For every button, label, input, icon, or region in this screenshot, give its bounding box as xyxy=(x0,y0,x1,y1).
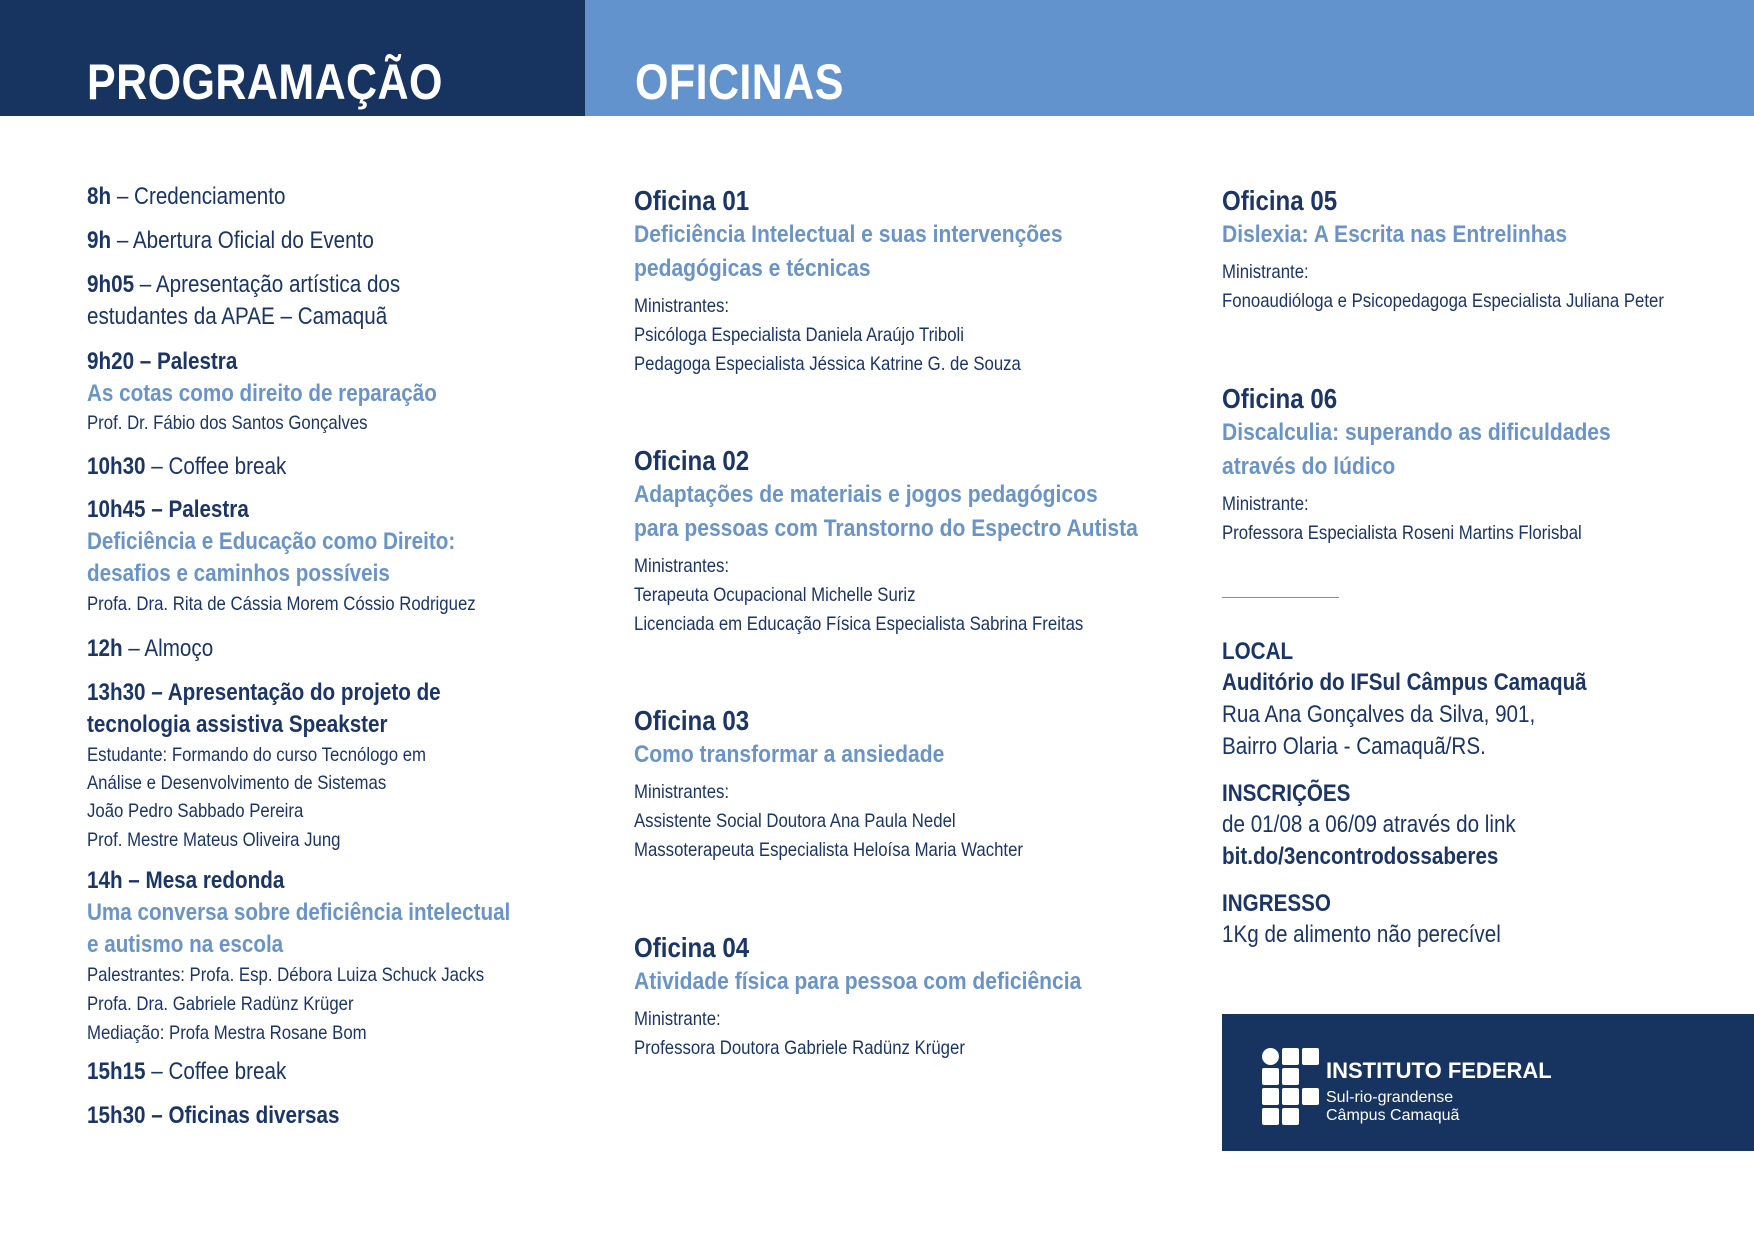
oficina-ministrante: Terapeuta Ocupacional Michelle Suriz xyxy=(634,584,916,606)
oficina-title: através do lúdico xyxy=(1222,453,1396,480)
oficina-title: Atividade física para pessoa com deficiência xyxy=(634,968,1082,995)
schedule-speaker: Profa. Dra. Rita de Cássia Morem Cóssio Rodriguez xyxy=(87,593,476,615)
schedule-item xyxy=(87,865,510,1048)
oficina-card xyxy=(634,931,1081,1063)
oficina-ministrantes-label: Ministrante: xyxy=(1222,261,1309,283)
oficina-ministrante: Psicóloga Especialista Daniela Araújo Triboli xyxy=(634,324,964,346)
oficina-heading: Oficina 05 xyxy=(1222,185,1338,216)
schedule-detail: Estudante: Formando do curso Tecnólogo em xyxy=(87,744,427,766)
schedule-time: 10h30 xyxy=(87,453,146,480)
oficina-ministrante: Massoterapeuta Especialista Heloísa Maria Wachter xyxy=(634,839,1023,861)
logo-title: INSTITUTO FEDERAL xyxy=(1326,1058,1552,1083)
schedule-text: – Credenciamento xyxy=(111,183,286,210)
schedule-time: 8h xyxy=(87,183,112,210)
schedule-text: – Coffee break xyxy=(145,1058,287,1085)
schedule-speaker: Prof. Dr. Fábio dos Santos Gonçalves xyxy=(87,412,368,434)
schedule-title: Uma conversa sobre deficiência intelectual xyxy=(87,899,511,926)
logo-line: Sul-rio-grandense xyxy=(1326,1089,1454,1106)
local-label: LOCAL xyxy=(1222,638,1294,665)
oficina-ministrante: Fonoaudióloga e Psicopedagoga Especialista Juliana Peter xyxy=(1222,290,1664,312)
schedule-title: As cotas como direito de reparação xyxy=(87,380,437,407)
schedule-detail: Mediação: Profa Mestra Rosane Bom xyxy=(87,1022,367,1044)
oficina-card xyxy=(634,444,1138,639)
oficina-ministrante: Licenciada em Educação Física Especialista Sabrina Freitas xyxy=(634,613,1084,635)
inscricoes-link[interactable]: bit.do/3encontrodossaberes xyxy=(1222,843,1499,870)
header-band-right xyxy=(585,0,1754,116)
logo-line: Câmpus Camaquã xyxy=(1326,1107,1460,1124)
oficina-title: Adaptações de materiais e jogos pedagógicos xyxy=(634,481,1098,508)
schedule-detail: Prof. Mestre Mateus Oliveira Jung xyxy=(87,829,341,851)
schedule-item xyxy=(87,1056,286,1088)
schedule-item xyxy=(87,346,437,436)
oficina-heading: Oficina 02 xyxy=(634,445,750,476)
oficina-ministrantes-label: Ministrantes: xyxy=(634,555,730,577)
oficina-ministrante: Pedagoga Especialista Jéssica Katrine G. de Souza xyxy=(634,353,1021,375)
inscricoes-text: de 01/08 a 06/09 através do link xyxy=(1222,811,1516,838)
schedule-time: 10h45 – Palestra xyxy=(87,496,249,523)
oficina-title: Deficiência Intelectual e suas intervenções xyxy=(634,221,1063,248)
oficina-title: pedagógicas e técnicas xyxy=(634,255,871,282)
oficina-heading: Oficina 01 xyxy=(634,185,750,216)
oficina-heading: Oficina 04 xyxy=(634,932,750,963)
schedule-item xyxy=(87,225,374,257)
schedule-item xyxy=(87,1100,339,1132)
schedule-title: e autismo na escola xyxy=(87,931,284,958)
oficina-card xyxy=(634,184,1063,379)
oficina-ministrantes-label: Ministrante: xyxy=(1222,493,1309,515)
schedule-detail: João Pedro Sabbado Pereira xyxy=(87,800,304,822)
ingresso-label: INGRESSO xyxy=(1222,890,1331,917)
oficina-ministrante: Assistente Social Doutora Ana Paula Nedel xyxy=(634,810,956,832)
schedule-time: 14h – Mesa redonda xyxy=(87,867,285,894)
oficina-title: Discalculia: superando as dificuldades xyxy=(1222,419,1611,446)
local-address: Bairro Olaria - Camaquã/RS. xyxy=(1222,733,1486,760)
schedule-time: 9h20 – Palestra xyxy=(87,348,238,375)
local-place: Auditório do IFSul Câmpus Camaquã xyxy=(1222,669,1587,696)
event-info xyxy=(1222,637,1587,951)
oficina-card xyxy=(1222,382,1611,548)
schedule-time: 15h15 xyxy=(87,1058,146,1085)
oficina-title: Dislexia: A Escrita nas Entrelinhas xyxy=(1222,221,1568,248)
oficina-ministrantes-label: Ministrantes: xyxy=(634,781,730,803)
schedule-text: – Apresentação artística dos xyxy=(134,271,401,298)
oficina-heading: Oficina 06 xyxy=(1222,383,1338,414)
schedule-text: – Abertura Oficial do Evento xyxy=(111,227,374,254)
ingresso-text: 1Kg de alimento não perecível xyxy=(1222,921,1501,948)
schedule-time: 15h30 – Oficinas diversas xyxy=(87,1102,340,1129)
schedule-time: tecnologia assistiva Speakster xyxy=(87,711,388,738)
oficina-ministrantes-label: Ministrantes: xyxy=(634,295,730,317)
logo-subtitle xyxy=(1326,1089,1459,1125)
schedule-item xyxy=(87,494,476,618)
schedule-detail: Palestrantes: Profa. Esp. Débora Luiza Schuck Jacks xyxy=(87,964,485,986)
section-title-programacao: PROGRAMAÇÃO xyxy=(87,54,443,110)
schedule-time: 13h30 – Apresentação do projeto de xyxy=(87,679,441,706)
local-address: Rua Ana Gonçalves da Silva, 901, xyxy=(1222,701,1536,728)
oficina-ministrante: Professora Especialista Roseni Martins Florisbal xyxy=(1222,522,1582,544)
schedule-text: estudantes da APAE – Camaquã xyxy=(87,303,388,330)
schedule-item xyxy=(87,677,441,855)
schedule-title: desafios e caminhos possíveis xyxy=(87,560,390,587)
schedule-title: Deficiência e Educação como Direito: xyxy=(87,528,456,555)
schedule-text: – Coffee break xyxy=(145,453,287,480)
schedule-time: 9h xyxy=(87,227,112,254)
schedule-item xyxy=(87,633,213,665)
oficina-card xyxy=(634,704,1023,865)
oficina-ministrantes-label: Ministrante: xyxy=(634,1008,721,1030)
oficina-card xyxy=(1222,184,1664,316)
schedule-detail: Análise e Desenvolvimento de Sistemas xyxy=(87,772,387,794)
header-band-left xyxy=(0,0,585,116)
schedule-text: – Almoço xyxy=(122,635,214,662)
oficina-title: para pessoas com Transtorno do Espectro Autista xyxy=(634,515,1138,542)
schedule-item xyxy=(87,451,286,483)
schedule-time: 9h05 xyxy=(87,271,135,298)
schedule-detail: Profa. Dra. Gabriele Radünz Krüger xyxy=(87,993,354,1015)
schedule-item xyxy=(87,269,400,333)
oficina-title: Como transformar a ansiedade xyxy=(634,741,945,768)
schedule-item xyxy=(87,181,285,213)
oficina-ministrante: Professora Doutora Gabriele Radünz Krüger xyxy=(634,1037,965,1059)
section-title-oficinas: OFICINAS xyxy=(635,54,844,110)
institution-logo xyxy=(1222,1014,1754,1151)
oficina-heading: Oficina 03 xyxy=(634,705,750,736)
inscricoes-label: INSCRIÇÕES xyxy=(1222,780,1351,807)
divider xyxy=(1222,597,1339,598)
schedule-time: 12h xyxy=(87,635,123,662)
